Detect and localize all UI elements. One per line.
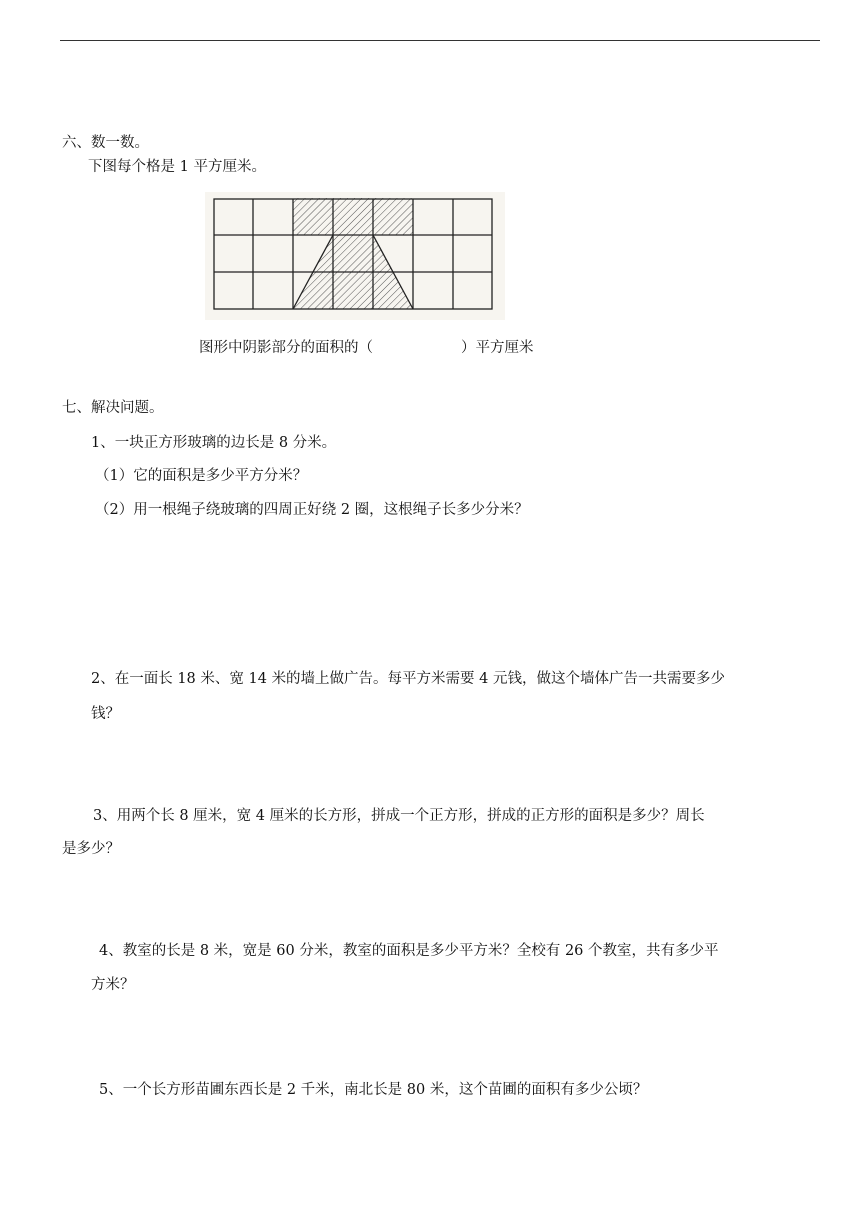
header-rule (60, 40, 820, 41)
question-3-line-1: 3、用两个长 8 厘米，宽 4 厘米的长方形，拼成一个正方形，拼成的正方形的面积是多少？周长 (93, 808, 705, 824)
shaded-top-rect (293, 198, 413, 235)
grid-figure-svg (213, 198, 493, 310)
section-6-intro: 下图每个格是 1 平方厘米。 (88, 159, 266, 175)
question-1-sub-1: （1）它的面积是多少平方分米？ (95, 468, 308, 484)
grid-figure (205, 192, 505, 320)
section-6-heading: 六、数一数。 (62, 135, 149, 151)
section-7-heading: 七、解决问题。 (62, 400, 164, 416)
question-2-line-2: 钱？ (91, 706, 120, 722)
question-3-line-2: 是多少？ (62, 841, 120, 857)
figure-caption-left: 图形中阴影部分的面积的（ (199, 340, 373, 356)
question-1: 1、一块正方形玻璃的边长是 8 分米。 (91, 435, 337, 451)
question-5: 5、一个长方形苗圃东西长是 2 千米，南北长是 80 米，这个苗圃的面积有多少公顷？ (99, 1082, 648, 1098)
question-1-sub-2: （2）用一根绳子绕玻璃的四周正好绕 2 圈，这根绳子长多少分米？ (95, 502, 529, 518)
question-4-line-2: 方米？ (91, 977, 135, 993)
figure-caption-right: ）平方厘米 (461, 340, 534, 356)
question-4-line-1: 4、教室的长是 8 米，宽是 60 分米，教室的面积是多少平方米？全校有 26 个教室，共有多少平 (99, 943, 719, 959)
question-2-line-1: 2、在一面长 18 米、宽 14 米的墙上做广告。每平方米需要 4 元钱，做这个墙体广告一共需要多少 (91, 671, 726, 687)
